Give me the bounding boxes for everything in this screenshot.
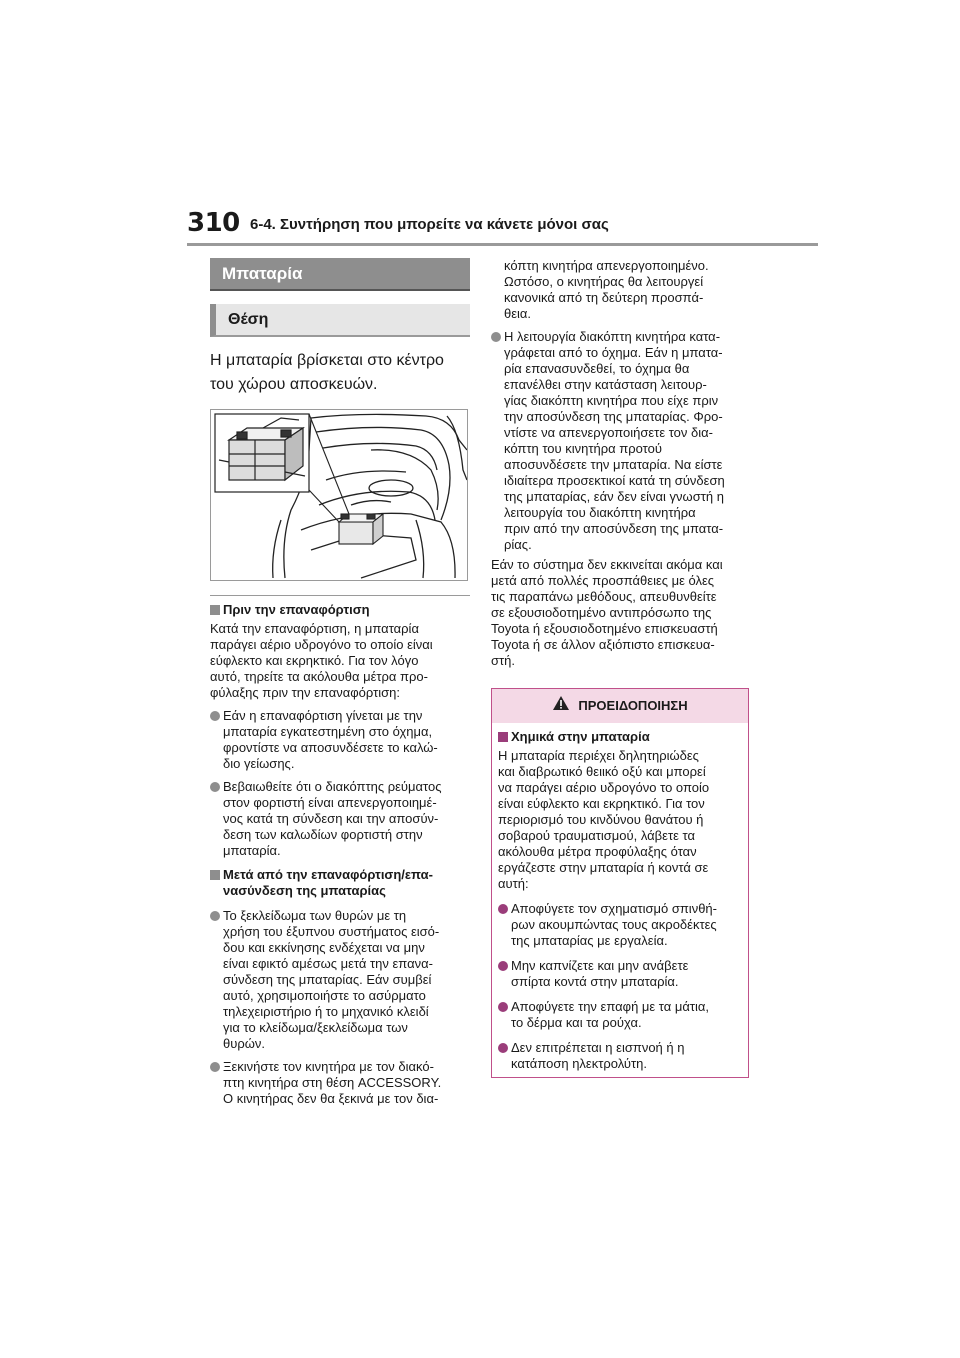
warning-heading	[498, 729, 742, 745]
text-line: γίας διακόπτη κινητήρα που είχε πριν	[504, 393, 719, 408]
text-line: κανονικά από τη δεύτερη προσπά-	[504, 290, 704, 305]
square-bullet-icon	[498, 732, 508, 742]
text-line: την αποσύνδεση της μπαταρίας. Φρο-	[504, 409, 723, 424]
text-line: θεια.	[504, 306, 532, 321]
text-line: Βεβαιωθείτε ότι ο διακόπτης ρεύματος	[223, 779, 442, 794]
square-bullet-icon	[210, 870, 220, 880]
divider	[210, 595, 470, 596]
list-item	[210, 1059, 470, 1107]
text-line: θυρών.	[223, 1036, 265, 1051]
warning-box	[491, 688, 749, 1078]
text-line: Δεν επιτρέπεται η εισπνοή ή η	[511, 1040, 685, 1055]
text-line: διο γείωσης.	[223, 756, 295, 771]
text-line: της μπαταρίας, εάν δεν είναι γνωστή η	[504, 489, 724, 504]
text-line: Αποφύγετε τον σχηματισμό σπινθή-	[511, 901, 717, 916]
list-item	[498, 1040, 742, 1072]
bullet-dot-icon	[210, 782, 220, 792]
list-item	[210, 708, 470, 772]
chapter-title: 6-4. Συντήρηση που μπορείτε να κάνετε μόνοι σας	[250, 216, 609, 233]
list-item	[210, 779, 470, 859]
text-line: σύνδεση της μπαταρίας. Εάν συμβεί	[223, 972, 432, 987]
text-line: δου και εκκίνησης ενδέχεται να μην	[223, 940, 425, 955]
text-line: Εάν η επαναφόρτιση γίνεται με την	[223, 708, 423, 723]
text-line: ρίας.	[504, 537, 532, 552]
before-charging-text	[210, 621, 470, 701]
text-line: Ο κινητήρας δεν θα ξεκινά με τον δια-	[223, 1091, 439, 1106]
text-line: επανέλθει στην κατάσταση λειτουρ-	[504, 377, 707, 392]
text-line: Μην καπνίζετε και μην ανάβετε	[511, 958, 689, 973]
intro-line: του χώρου αποσκευών.	[210, 376, 378, 393]
heading-line: νασύνδεση της μπαταρίας	[223, 883, 386, 898]
header-divider	[187, 243, 818, 246]
text-line: παράγει αέριο υδρογόνο το οποίο είναι	[210, 637, 433, 652]
text-line: μπαταρία.	[223, 843, 281, 858]
bullet-dot-icon	[491, 332, 501, 342]
bullet-dot-icon	[210, 911, 220, 921]
text-line: στον φορτιστή είναι απενεργοποιημέ-	[223, 795, 437, 810]
text-line: Ωστόσο, ο κινητήρας θα λειτουργεί	[504, 274, 704, 289]
text-line: κόπτη κινητήρα απενεργοποιημένο.	[504, 258, 709, 273]
text-line: ιδιαίτερα προσεκτικοί κατά τη σύνδεση	[504, 473, 725, 488]
text-line: Κατά την επαναφόρτιση, η μπαταρία	[210, 621, 419, 636]
text-line: πριν από την αποσύνδεση της μπατα-	[504, 521, 724, 536]
text-line: αυτή:	[498, 876, 529, 891]
text-line: είναι εύφλεκτο και εκρηκτικό. Για τον	[498, 796, 705, 811]
warning-title: ΠΡΟΕΙΔΟΠΟΙΗΣΗ	[578, 698, 688, 713]
bullet-dot-icon	[498, 1043, 508, 1053]
text-line: Toyota ή σε άλλον αξιόπιστο επισκευα-	[491, 637, 715, 652]
before-charging-heading	[210, 602, 470, 618]
list-item	[210, 908, 470, 1052]
text-line: σοβαρού τραυματισμού, λάβετε τα	[498, 828, 695, 843]
text-line: να παράγει αέριο υδρογόνο το οποίο	[498, 780, 710, 795]
text-line: εύφλεκτο και εκρηκτικό. Για τον λόγο	[210, 653, 419, 668]
list-item	[498, 958, 742, 990]
text-line: είναι εφικτό αμέσως μετά την επανα-	[223, 956, 433, 971]
heading-text: Χημικά στην μπαταρία	[511, 729, 650, 744]
bullet-dot-icon	[498, 904, 508, 914]
bullet-dot-icon	[210, 1062, 220, 1072]
right-column	[491, 258, 751, 669]
text-line: στή.	[491, 653, 516, 668]
continuation-text	[491, 258, 751, 322]
text-line: νος κατά τη σύνδεση και την αποσύν-	[223, 811, 439, 826]
warning-header	[492, 689, 748, 723]
heading-line: Μετά από την επαναφόρτιση/επα-	[223, 867, 433, 882]
list-item	[491, 329, 751, 553]
warning-triangle-icon	[552, 690, 570, 724]
list-item	[498, 999, 742, 1031]
list-item	[498, 901, 742, 949]
closing-text	[491, 557, 751, 669]
square-bullet-icon	[210, 605, 220, 615]
text-line: ρων ακουμπώντας τους ακροδέκτες	[511, 917, 717, 932]
text-line: Το ξεκλείδωμα των θυρών με τη	[223, 908, 407, 923]
text-line: μπαταρία εγκατεστημένη στο όχημα,	[223, 724, 433, 739]
section-title: Μπαταρία	[210, 258, 470, 291]
bullet-dot-icon	[498, 961, 508, 971]
text-line: δεση των καλωδίων φορτιστή στην	[223, 827, 423, 842]
text-line: περιορισμό του κινδύνου θανάτου ή	[498, 812, 704, 827]
text-line: Η μπαταρία περιέχει δηλητηριώδες	[498, 748, 699, 763]
text-line: και διαβρωτικό θειικό οξύ και μπορεί	[498, 764, 706, 779]
text-line: κόπτη του κινητήρα προτού	[504, 441, 662, 456]
text-line: αυτό, χρησιμοποιήστε το ασύρματο	[223, 988, 426, 1003]
text-line: Ξεκινήστε τον κινητήρα με τον διακό-	[223, 1059, 434, 1074]
text-line: μετά από πολλές προσπάθειες με όλες	[491, 573, 715, 588]
warning-body	[492, 723, 748, 1072]
text-line: φύλαξης πριν την επαναφόρτιση:	[210, 685, 400, 700]
warning-text	[498, 748, 742, 892]
bullet-dot-icon	[210, 711, 220, 721]
text-line: αυτό, τηρείτε τα ακόλουθα μέτρα προ-	[210, 669, 428, 684]
text-line: γράφεται από το όχημα. Εάν η μπατα-	[504, 345, 723, 360]
text-line: τηλεχειριστήριο ή το μηχανικό κλειδί	[223, 1004, 429, 1019]
text-line: φροντίστε να αποσυνδέσετε το καλώ-	[223, 740, 438, 755]
text-line: τις παραπάνω μεθόδους, απευθυνθείτε	[491, 589, 717, 604]
text-line: της μπαταρίας με εργαλεία.	[511, 933, 668, 948]
bullet-dot-icon	[498, 1002, 508, 1012]
text-line: για το κλείδωμα/ξεκλείδωμα των	[223, 1020, 408, 1035]
text-line: λειτουργία του διακόπτη κινητήρα	[504, 505, 696, 520]
text-line: σε εξουσιοδοτημένο αντιπρόσωπο της	[491, 605, 712, 620]
after-charging-heading	[210, 867, 470, 899]
subsection-title: Θέση	[210, 304, 470, 337]
text-line: σπίρτα κοντά στην μπαταρία.	[511, 974, 679, 989]
text-line: εργάζεστε στην μπαταρία ή κοντά σε	[498, 860, 709, 875]
text-line: ακόλουθα μέτρα προφύλαξης όταν	[498, 844, 697, 859]
left-column	[210, 258, 470, 1107]
page-number: 310	[187, 208, 240, 238]
text-line: ρία επανασυνδεθεί, το όχημα θα	[504, 361, 690, 376]
text-line: Toyota ή εξουσιοδοτημένο επισκευαστή	[491, 621, 718, 636]
heading-text: Πριν την επαναφόρτιση	[223, 602, 370, 617]
intro-line: Η μπαταρία βρίσκεται στο κέντρο	[210, 352, 444, 369]
text-line: πτη κινητήρα στη θέση ACCESSORY.	[223, 1075, 442, 1090]
text-line: Αποφύγετε την επαφή με τα μάτια,	[511, 999, 710, 1014]
battery-location-illustration	[210, 409, 468, 581]
text-line: το δέρμα και τα ρούχα.	[511, 1015, 642, 1030]
text-line: ντίστε να απενεργοποιήσετε τον δια-	[504, 425, 713, 440]
text-line: Εάν το σύστημα δεν εκκινείται ακόμα και	[491, 557, 723, 572]
text-line: Η λειτουργία διακόπτη κινητήρα κατα-	[504, 329, 721, 344]
text-line: αποσυνδέσετε την μπαταρία. Να είστε	[504, 457, 723, 472]
intro-text	[210, 349, 470, 397]
text-line: χρήση του έξυπνου συστήματος εισό-	[223, 924, 440, 939]
text-line: κατάποση ηλεκτρολύτη.	[511, 1056, 648, 1071]
